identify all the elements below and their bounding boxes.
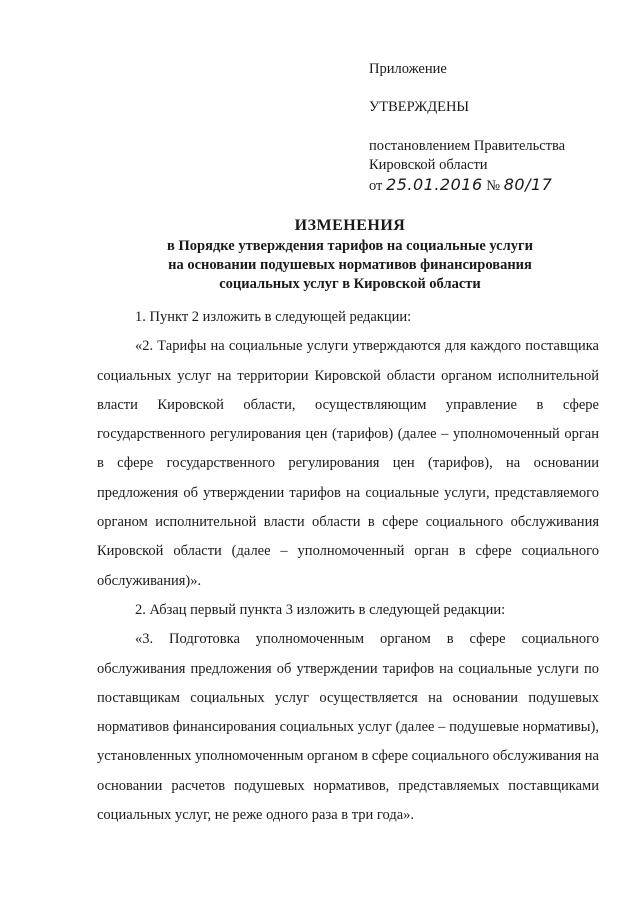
paragraph-item-1-text: «2. Тарифы на социальные услуги утверждаются для каждого поставщика социальных услуг на территории Кировской области органом исполнительной власти Кировской области, осуществляющим управление в сфере государственного регулирования цен (тарифов) (далее – уполномоченный орган в сфере государственного регулирования цен (тарифов), на основании предложения об утверждении тарифов на социальные услуги, представляемого органом исполнительной власти области в сфере социального обслуживания Кировской области (далее – уполномоченный орган в сфере социального обслуживания)».: [97, 338, 599, 589]
heading-title: ИЗМЕНЕНИЯ: [294, 217, 406, 234]
heading-line-3: социальных услуг в Кировской области: [219, 276, 481, 292]
document-heading: [90, 216, 610, 294]
handwritten-date: 25.01.2016: [386, 175, 483, 194]
paragraph-item-2-text: «3. Подготовка уполномоченным органом в сфере социального обслуживания предложения об утверждении тарифов на социальные услуги по поставщикам социальных услуг осуществляется на основании подушевых нормативов финансирования социальных услуг (далее – подушевые нормативы), установленных уполномоченным органом в сфере социального обслуживания на основании расчетов подушевых нормативов, представляемых поставщиками социальных услуг, не реже одного раза в три года».: [97, 631, 599, 824]
heading-line-2: на основании подушевых нормативов финансирования: [168, 257, 532, 273]
paragraph-item-1: 1. Пункт 2 изложить в следующей редакции:: [135, 309, 412, 325]
handwritten-number: 80/17: [503, 175, 553, 194]
appendix-label: Приложение: [369, 61, 447, 77]
heading-line-1: в Порядке утверждения тарифов на социальные услуги: [167, 238, 533, 254]
date-prefix: от: [369, 178, 383, 194]
paragraph-item-2: 2. Абзац первый пункта 3 изложить в следующей редакции:: [135, 601, 506, 618]
document-body: [97, 303, 599, 830]
number-prefix: №: [486, 178, 501, 194]
approved-label: УТВЕРЖДЕНЫ: [369, 99, 470, 115]
decree-line: постановлением Правительства: [369, 138, 566, 154]
region-line: Кировской области: [369, 157, 488, 173]
date-number-line: [369, 175, 552, 196]
